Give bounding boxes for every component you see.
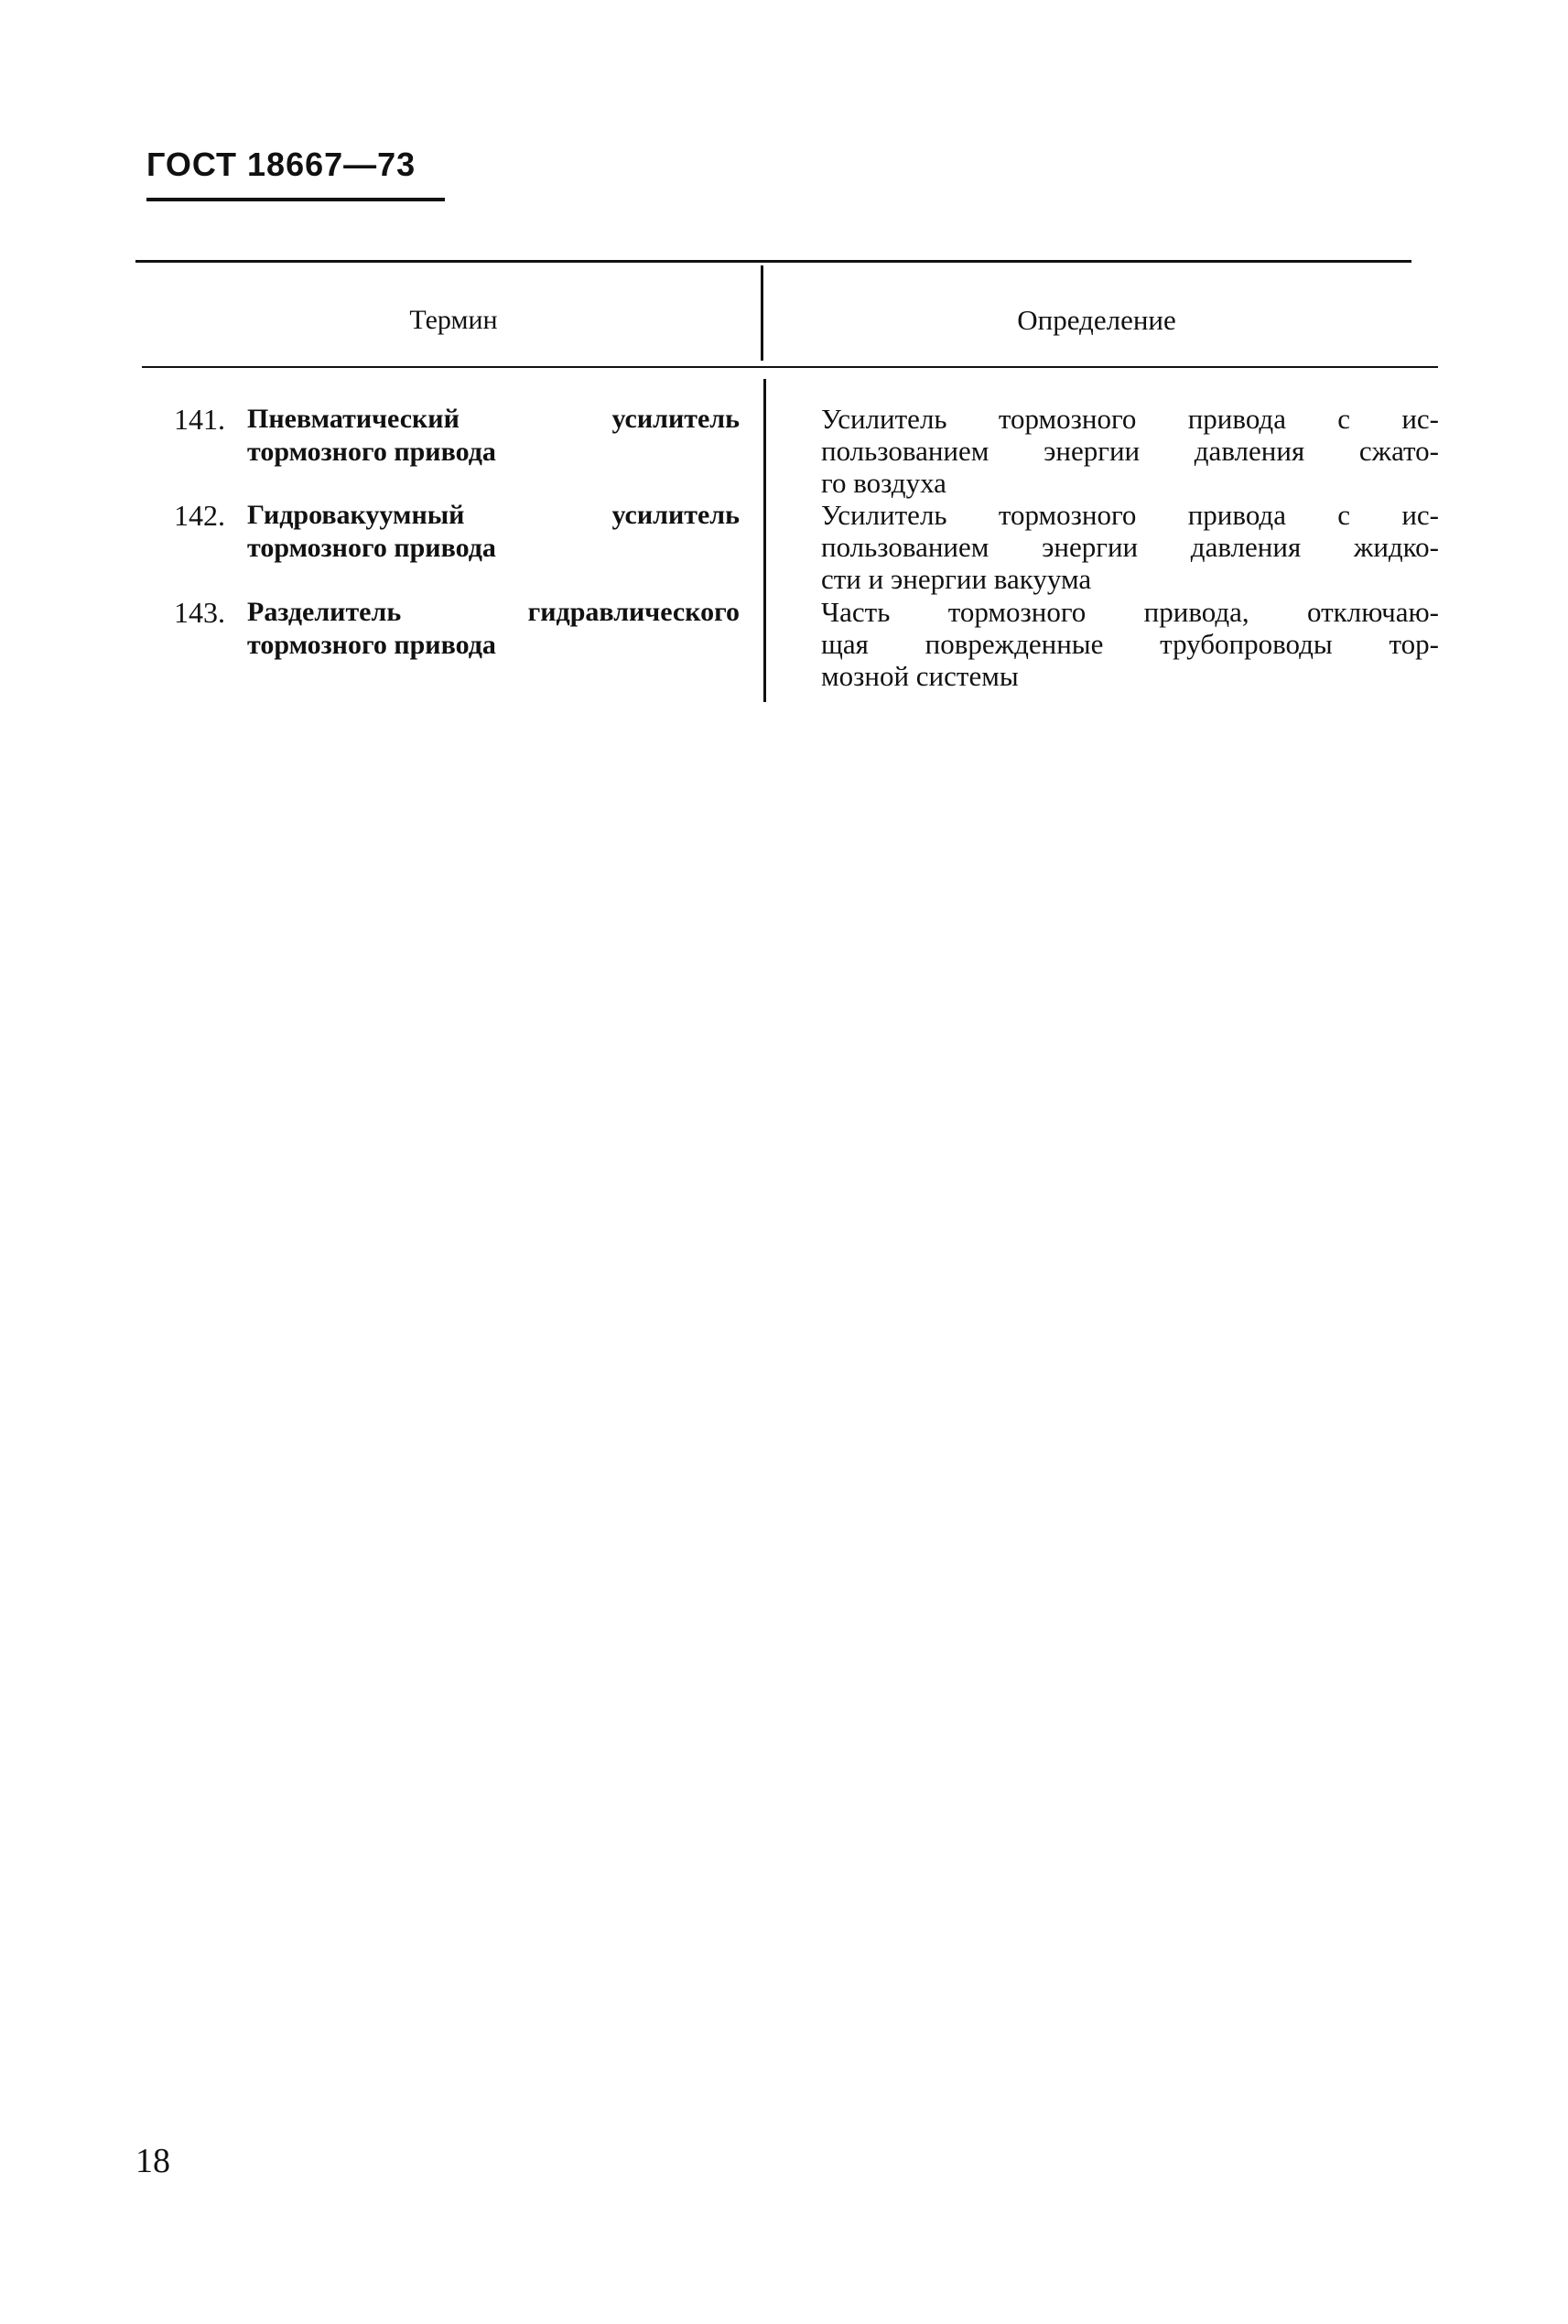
term-row-142: [174, 499, 740, 565]
definition-line: Усилитель тормозного привода с ис-: [821, 499, 1439, 531]
term-text: [247, 596, 740, 662]
page-number: 18: [135, 2142, 170, 2180]
definition-line: Усилитель тормозного привода с ис-: [821, 403, 1439, 435]
definition-line: сти и энергии вакуума: [821, 563, 1092, 595]
definition-line: го воздуха: [821, 467, 946, 499]
term-number: 141.: [174, 403, 225, 436]
definition-row-143: [821, 596, 1439, 692]
column-header-term: Термин: [409, 305, 498, 335]
header-underline: [146, 198, 445, 201]
definition-line: Часть тормозного привода, отключаю-: [821, 596, 1439, 628]
document-header: ГОСТ 18667—73: [146, 146, 416, 183]
definition-row-142: [821, 499, 1439, 595]
term-text: [247, 403, 740, 469]
term-text: [247, 499, 740, 565]
table-header-rule: [142, 366, 1438, 368]
term-line: Гидровакуумный усилитель: [247, 500, 740, 530]
definition-line: щая поврежденные трубопроводы тор-: [821, 628, 1439, 660]
definition-line: мозной системы: [821, 660, 1019, 692]
table-top-rule: [135, 260, 1411, 263]
term-number: 143.: [174, 596, 225, 629]
term-row-141: [174, 403, 740, 469]
term-line: тормозного привода: [247, 437, 496, 467]
term-number: 142.: [174, 499, 225, 532]
term-line: Пневматический усилитель: [247, 404, 740, 434]
term-row-143: [174, 596, 740, 662]
definition-line: пользованием энергии давления сжато-: [821, 435, 1439, 467]
term-line: тормозного привода: [247, 630, 496, 660]
definition-row-141: [821, 403, 1439, 499]
column-header-definition: Определение: [1017, 304, 1176, 336]
table-body-divider: [763, 379, 766, 702]
term-line: Разделитель гидравлического: [247, 597, 740, 627]
term-line: тормозного привода: [247, 533, 496, 563]
definition-line: пользованием энергии давления жидко-: [821, 531, 1439, 563]
